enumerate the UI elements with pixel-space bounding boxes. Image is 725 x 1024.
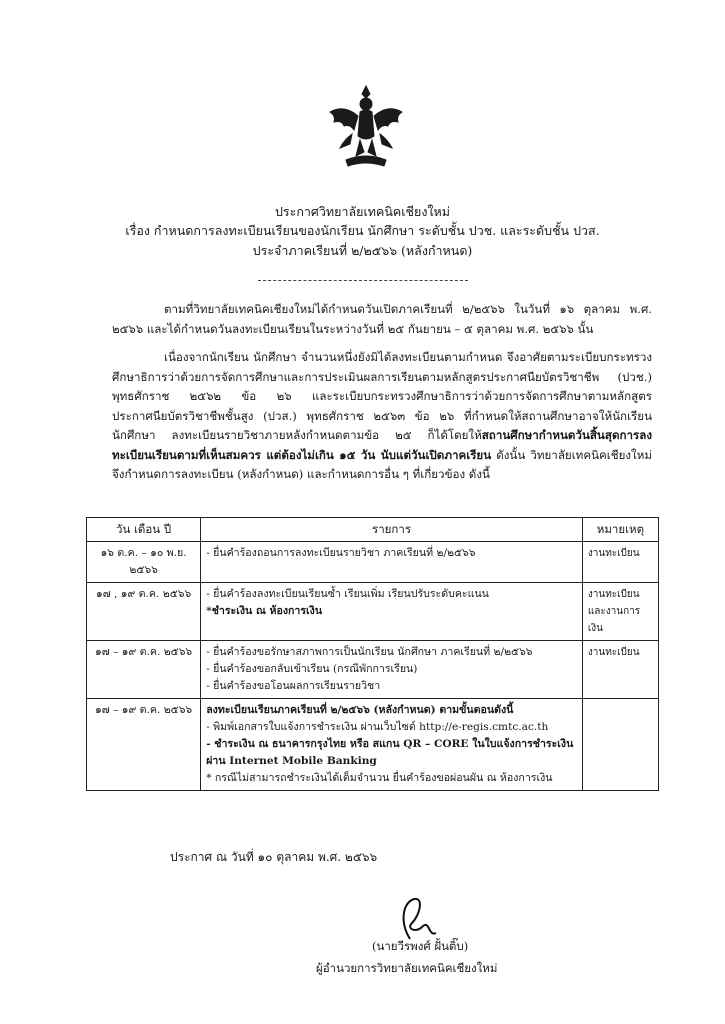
date-cell: ๑๗ – ๑๙ ต.ค. ๒๕๖๖ <box>87 699 201 791</box>
item-cell <box>201 699 583 791</box>
item-cell <box>201 583 583 641</box>
announcement-date: ประกาศ ณ วันที่ ๑๐ ตุลาคม พ.ศ. ๒๕๖๖ <box>170 850 378 864</box>
item-cell <box>201 542 583 583</box>
paragraph-text: เนื่องจากนักเรียน นักศึกษา จำนวนหนึ่งยังมิได้ลงทะเบียนตามกำหนด จึงอาศัยตามระเบียบกระทรวงศึกษาธิการว่าด้วยการจัดการศึกษาและการประเมินผลการเรียนตามหลักสูตรประกาศนียบัตรวิชาชีพ (ปวช.) พุทธศักราช ๒๕๖๒ ข้อ ๒๖ และระเบียบกระทรวงศึกษาธิการว่าด้วยการจัดการศึกษาตามหลักสูตรประกาศนียบัตรวิชาชีพชั้นสูง (ปวส.) พุทธศักราช ๒๕๖๓ ข้อ ๒๖ ที่กำหนดให้สถานศึกษาอาจให้นักเรียน นักศึกษา ลงทะเบียนรายวิชาภายหลังกำหนดตามข้อ ๒๕ ก็ได้โดยให้ <box>112 350 652 442</box>
item-line: *ชำระเงิน ณ ห้องการเงิน <box>206 605 323 617</box>
signer-name: (นายวีรพงศ์ ฝั้นติ๊บ) <box>372 939 469 953</box>
table-row <box>87 641 659 699</box>
item-line: - ยื่นคำร้องถอนการลงทะเบียนรายวิชา ภาคเรียนที่ ๒/๒๕๖๖ <box>206 547 476 559</box>
column-header: วัน เดือน ปี <box>87 518 201 542</box>
item-cell <box>201 641 583 699</box>
item-line: - ยื่นคำร้องขอโอนผลการเรียนรายวิชา <box>206 680 381 692</box>
item-line: - ยื่นคำร้องขอกลับเข้าเรียน (กรณีพักการเรียน) <box>206 663 418 675</box>
paragraph-text: ดังนั้น วิทยาลัยเทคนิคเชียงใหม่จึงกำหนดการลงทะเบียน (หลังกำหนด) และกำหนดการอื่น ๆ ที่เกี่ยวข้อง ดังนี้ <box>112 447 652 481</box>
note-cell <box>582 699 658 791</box>
announcement-heading: ประกาศวิทยาลัยเทคนิคเชียงใหม่ <box>274 204 451 219</box>
body-paragraph-2 <box>112 348 652 485</box>
paragraph-emphasis: สถานศึกษากำหนดวันสิ้นสุดการลงทะเบียนเรียนตามที่เห็นสมควร แต่ต้องไม่เกิน ๑๕ วัน นับแต่วันเปิดภาคเรียน <box>112 428 652 462</box>
note-cell: งานทะเบียน <box>582 542 658 583</box>
announcement-term: ประจำภาคเรียนที่ ๒/๒๕๖๖ (หลังกำหนด) <box>252 243 473 258</box>
announcement-subject: เรื่อง กำหนดการลงทะเบียนเรียนของนักเรียน นักศึกษา ระดับชั้น ปวช. และระดับชั้น ปวส. <box>125 223 600 238</box>
item-line: - ชำระเงิน ณ ธนาคารกรุงไทย หรือ สแกน QR – CORE ในใบแจ้งการชำระเงินผ่าน Internet Mobile Banking <box>206 738 574 767</box>
column-header: รายการ <box>201 518 583 542</box>
item-line: ลงทะเบียนเรียนภาคเรียนที่ ๒/๒๕๖๖ (หลังกำหนด) ตามขั้นตอนดังนี้ <box>206 704 514 716</box>
item-line: - พิมพ์เอกสารใบแจ้งการชำระเงิน ผ่านเว็บไซต์ http://e-regis.cmtc.ac.th <box>206 721 549 733</box>
garuda-emblem-icon <box>324 82 408 170</box>
item-line: - ยื่นคำร้องขอรักษาสภาพการเป็นนักเรียน นักศึกษา ภาคเรียนที่ ๒/๒๕๖๖ <box>206 646 533 658</box>
schedule-table <box>86 517 659 791</box>
date-cell: ๑๗ – ๑๙ ต.ค. ๒๕๖๖ <box>87 641 201 699</box>
date-cell: ๑๖ ต.ค. – ๑๐ พ.ย. ๒๕๖๖ <box>87 542 201 583</box>
table-row <box>87 583 659 641</box>
table-row <box>87 699 659 791</box>
note-cell: งานทะเบียน <box>582 641 658 699</box>
item-line: * กรณีไม่สามารถชำระเงินได้เต็มจำนวน ยื่นคำร้องขอผ่อนผัน ณ ห้องการเงิน <box>206 772 553 784</box>
date-cell: ๑๗ , ๑๙ ต.ค. ๒๕๖๖ <box>87 583 201 641</box>
table-row <box>87 542 659 583</box>
column-header: หมายเหตุ <box>582 518 658 542</box>
signer-position: ผู้อำนวยการวิทยาลัยเทคนิคเชียงใหม่ <box>316 961 498 975</box>
note-cell: งานทะเบียนและงานการเงิน <box>582 583 658 641</box>
item-line: - ยื่นคำร้องลงทะเบียนเรียนซ้ำ เรียนเพิ่ม เรียนปรับระดับคะแนน <box>206 588 489 600</box>
table-header-row <box>87 518 659 542</box>
body-paragraph-1: ตามที่วิทยาลัยเทคนิคเชียงใหม่ได้กำหนดวันเปิดภาคเรียนที่ ๒/๒๕๖๖ ในวันที่ ๑๖ ตุลาคม พ.ศ. ๒๕๖๖ และได้กำหนดวันลงทะเบียนเรียนในระหว่างวันที่ ๒๕ กันยายน – ๕ ตุลาคม พ.ศ. ๒๕๖๖ นั้น <box>112 302 652 336</box>
handwritten-signature-icon <box>380 893 450 943</box>
divider <box>258 280 468 281</box>
